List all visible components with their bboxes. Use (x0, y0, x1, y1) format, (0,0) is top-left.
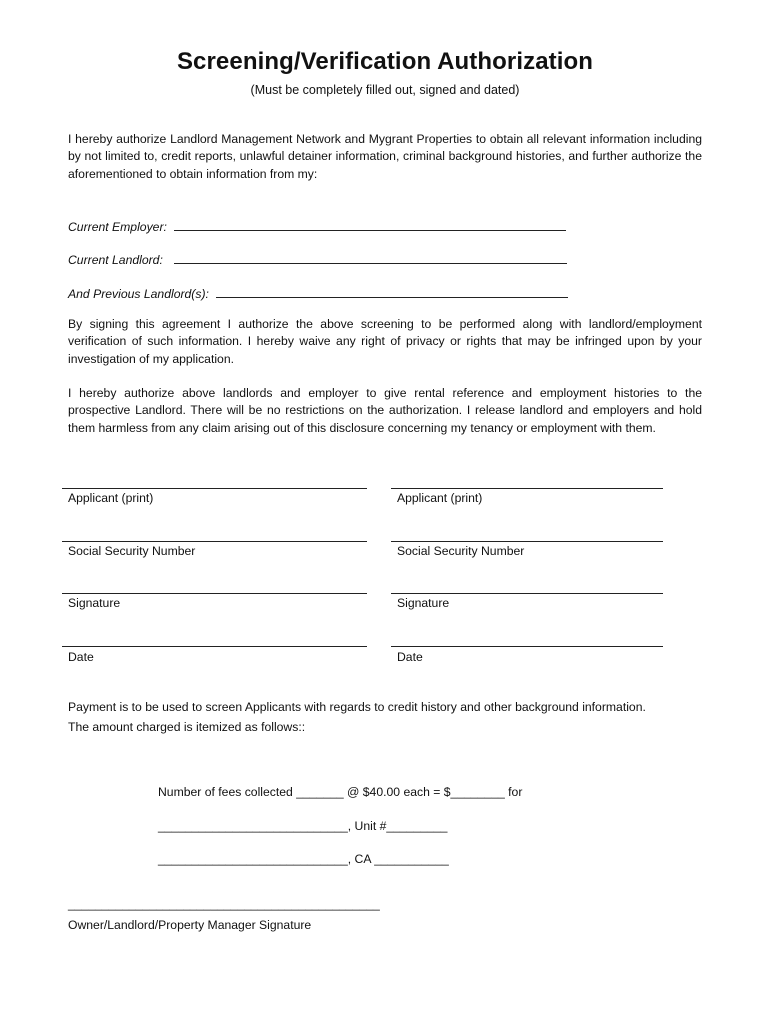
ssn-line-right[interactable] (391, 541, 663, 542)
signature-line-right[interactable] (391, 593, 663, 594)
employer-field (68, 218, 566, 234)
payment-text-2: The amount charged is itemized as follows:: (68, 720, 306, 734)
applicant-name-line-left[interactable] (62, 488, 367, 489)
date-label-left: Date (68, 650, 94, 664)
applicant-name-label-right: Applicant (print) (397, 491, 483, 505)
applicant-name-line-right[interactable] (391, 488, 663, 489)
fee-line-city[interactable]: ____________________________, CA ___________ (158, 852, 449, 866)
intro-paragraph: I hereby authorize Landlord Management Network and Mygrant Properties to obtain all relevant information including by not limited to, credit reports, unlawful detainer information, criminal background histories, and further authorize the aforementioned to obtain information from my: (68, 132, 702, 181)
landlord-label: Current Landlord: (68, 253, 163, 267)
signature-label-right: Signature (397, 596, 450, 610)
previous-landlord-field (68, 285, 568, 301)
signature-line-left[interactable] (62, 593, 367, 594)
date-line-left[interactable] (62, 646, 367, 647)
previous-landlord-input-line[interactable] (216, 285, 568, 298)
ssn-line-left[interactable] (62, 541, 367, 542)
date-label-right: Date (397, 650, 423, 664)
signature-label-left: Signature (68, 596, 121, 610)
applicant-name-label-left: Applicant (print) (68, 491, 154, 505)
date-line-right[interactable] (391, 646, 663, 647)
fee-line-count[interactable]: Number of fees collected _______ @ $40.00 each = $________ for (158, 785, 523, 799)
owner-signature-line[interactable]: ______________________________________________ (68, 897, 380, 911)
employer-label: Current Employer: (68, 220, 167, 234)
agreement-paragraph: By signing this agreement I authorize the above screening to be performed along with landlord/employment verification of such information. I hereby waive any right of privacy or rights that may be infringed upon by your investigation of my application. (68, 317, 702, 366)
document-title: Screening/Verification Authorization (176, 48, 594, 75)
release-paragraph: I hereby authorize above landlords and employer to give rental reference and employment histories to the prospective Landlord. There will be no restrictions on the authorization. I release landlord and employers and hold them harmless from any claim arising out of this disclosure concerning my tenancy or employment with them. (68, 386, 702, 435)
owner-signature-label: Owner/Landlord/Property Manager Signature (68, 918, 312, 932)
ssn-label-right: Social Security Number (397, 544, 525, 558)
employer-input-line[interactable] (174, 218, 566, 231)
document-subtitle: (Must be completely filled out, signed and dated) (250, 83, 520, 97)
fee-line-unit[interactable]: ____________________________, Unit #_________ (158, 819, 448, 833)
landlord-field (68, 251, 567, 267)
previous-landlord-label: And Previous Landlord(s): (68, 287, 209, 301)
payment-text-1: Payment is to be used to screen Applicants with regards to credit history and other background information. (68, 700, 646, 714)
ssn-label-left: Social Security Number (68, 544, 196, 558)
landlord-input-line[interactable] (174, 251, 567, 264)
